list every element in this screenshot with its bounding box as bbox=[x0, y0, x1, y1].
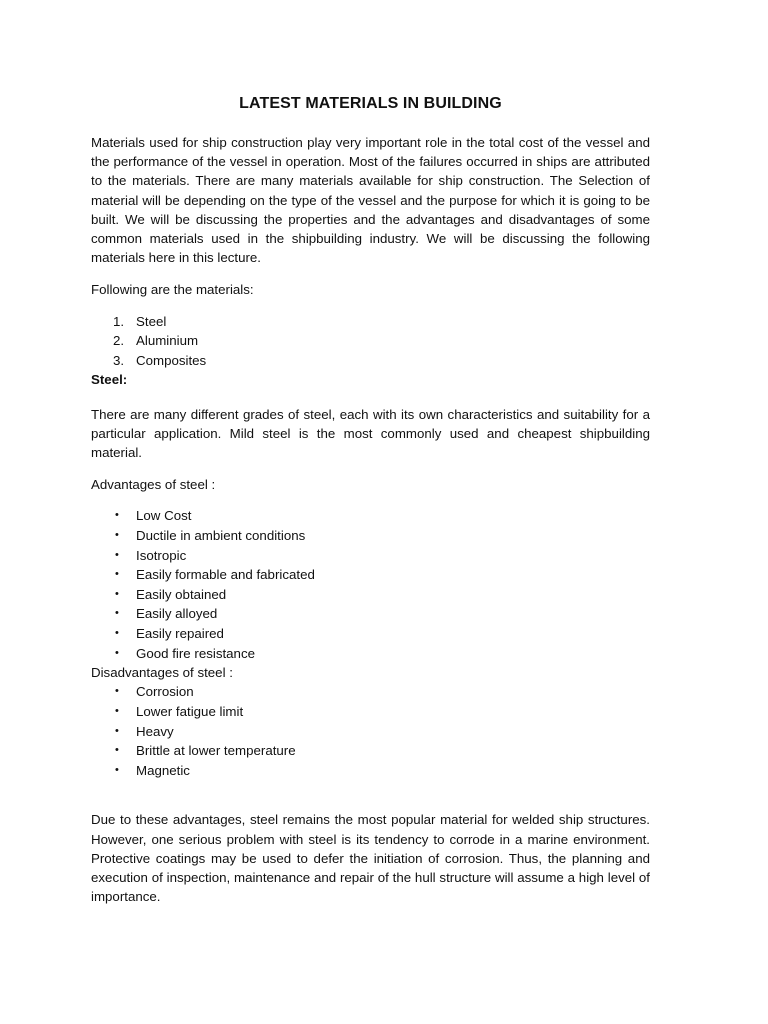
list-item bbox=[91, 722, 650, 742]
list-item bbox=[91, 351, 650, 371]
list-number: 1. bbox=[113, 313, 125, 329]
list-item bbox=[91, 546, 650, 566]
list-item-label: Magnetic bbox=[136, 762, 190, 778]
document-page bbox=[91, 94, 650, 906]
bullet-icon: • bbox=[115, 626, 119, 639]
bullet-icon: • bbox=[115, 568, 119, 581]
list-item-label: Ductile in ambient conditions bbox=[136, 528, 306, 544]
list-item bbox=[91, 741, 650, 761]
bullet-icon: • bbox=[115, 744, 119, 757]
bullet-icon: • bbox=[115, 724, 119, 737]
conclusion-paragraph: Due to these advantages, steel remains the most popular material for welded ship structures. However, one serious problem with steel is its tendency to corrode in a marine environment. Protective coatings may be used to defer the initiation of corrosion. Thus, the planning and execution of inspection, maintenance and repair of the hull structure will assume a high level of importance. bbox=[91, 812, 650, 905]
list-item bbox=[91, 585, 650, 605]
steel-heading: Steel: bbox=[91, 372, 128, 388]
list-item bbox=[91, 506, 650, 526]
advantages-list bbox=[91, 506, 650, 663]
bullet-icon: • bbox=[115, 607, 119, 620]
list-item-label: Good fire resistance bbox=[136, 645, 255, 661]
steel-paragraph: There are many different grades of steel, each with its own characteristics and suitability for a particular application. Mild steel is the most commonly used and cheapest shipbuilding material. bbox=[91, 406, 650, 461]
materials-heading: Following are the materials: bbox=[91, 282, 254, 298]
list-number: 2. bbox=[113, 333, 125, 349]
bullet-icon: • bbox=[115, 548, 119, 561]
list-item bbox=[91, 624, 650, 644]
bullet-icon: • bbox=[115, 509, 119, 522]
list-item-label: Steel bbox=[136, 313, 167, 329]
disadvantages-heading: Disadvantages of steel : bbox=[91, 665, 233, 681]
bullet-icon: • bbox=[115, 529, 119, 542]
materials-list bbox=[91, 312, 650, 371]
list-item bbox=[91, 761, 650, 781]
list-item bbox=[91, 312, 650, 332]
list-item-label: Easily obtained bbox=[136, 586, 227, 602]
list-item-label: Composites bbox=[136, 352, 207, 368]
list-item-label: Brittle at lower temperature bbox=[136, 743, 296, 759]
intro-paragraph: Materials used for ship construction play very important role in the total cost of the vessel and the performance of the vessel in operation. Most of the failures occurred in ships are attributed to the materials. There are many materials available for ship construction. The Selection of material will be depending on the type of the vessel and the purpose for which it is going to be built. We will be discussing the properties and the advantages and disadvantages of some common materials used in the shipbuilding industry. We will be discussing the following materials here in this lecture. bbox=[91, 135, 650, 266]
list-item-label: Aluminium bbox=[136, 333, 199, 349]
list-item bbox=[91, 331, 650, 351]
list-item-label: Corrosion bbox=[136, 684, 194, 700]
bullet-icon: • bbox=[115, 646, 119, 659]
document-title: LATEST MATERIALS IN BUILDING bbox=[239, 95, 502, 112]
list-number: 3. bbox=[113, 352, 125, 368]
bullet-icon: • bbox=[115, 685, 119, 698]
list-item-label: Low Cost bbox=[136, 508, 192, 524]
section-spacer bbox=[91, 780, 650, 810]
list-item bbox=[91, 644, 650, 664]
advantages-heading: Advantages of steel : bbox=[91, 477, 216, 493]
list-item bbox=[91, 682, 650, 702]
list-item bbox=[91, 702, 650, 722]
list-item-label: Easily repaired bbox=[136, 625, 224, 641]
list-item-label: Heavy bbox=[136, 723, 174, 739]
list-item bbox=[91, 526, 650, 546]
disadvantages-list bbox=[91, 682, 650, 780]
list-item-label: Isotropic bbox=[136, 547, 187, 563]
list-item-label: Easily alloyed bbox=[136, 606, 218, 622]
bullet-icon: • bbox=[115, 763, 119, 776]
bullet-icon: • bbox=[115, 704, 119, 717]
bullet-icon: • bbox=[115, 587, 119, 600]
list-item bbox=[91, 604, 650, 624]
list-item-label: Easily formable and fabricated bbox=[136, 567, 315, 583]
list-item-label: Lower fatigue limit bbox=[136, 703, 244, 719]
list-item bbox=[91, 565, 650, 585]
